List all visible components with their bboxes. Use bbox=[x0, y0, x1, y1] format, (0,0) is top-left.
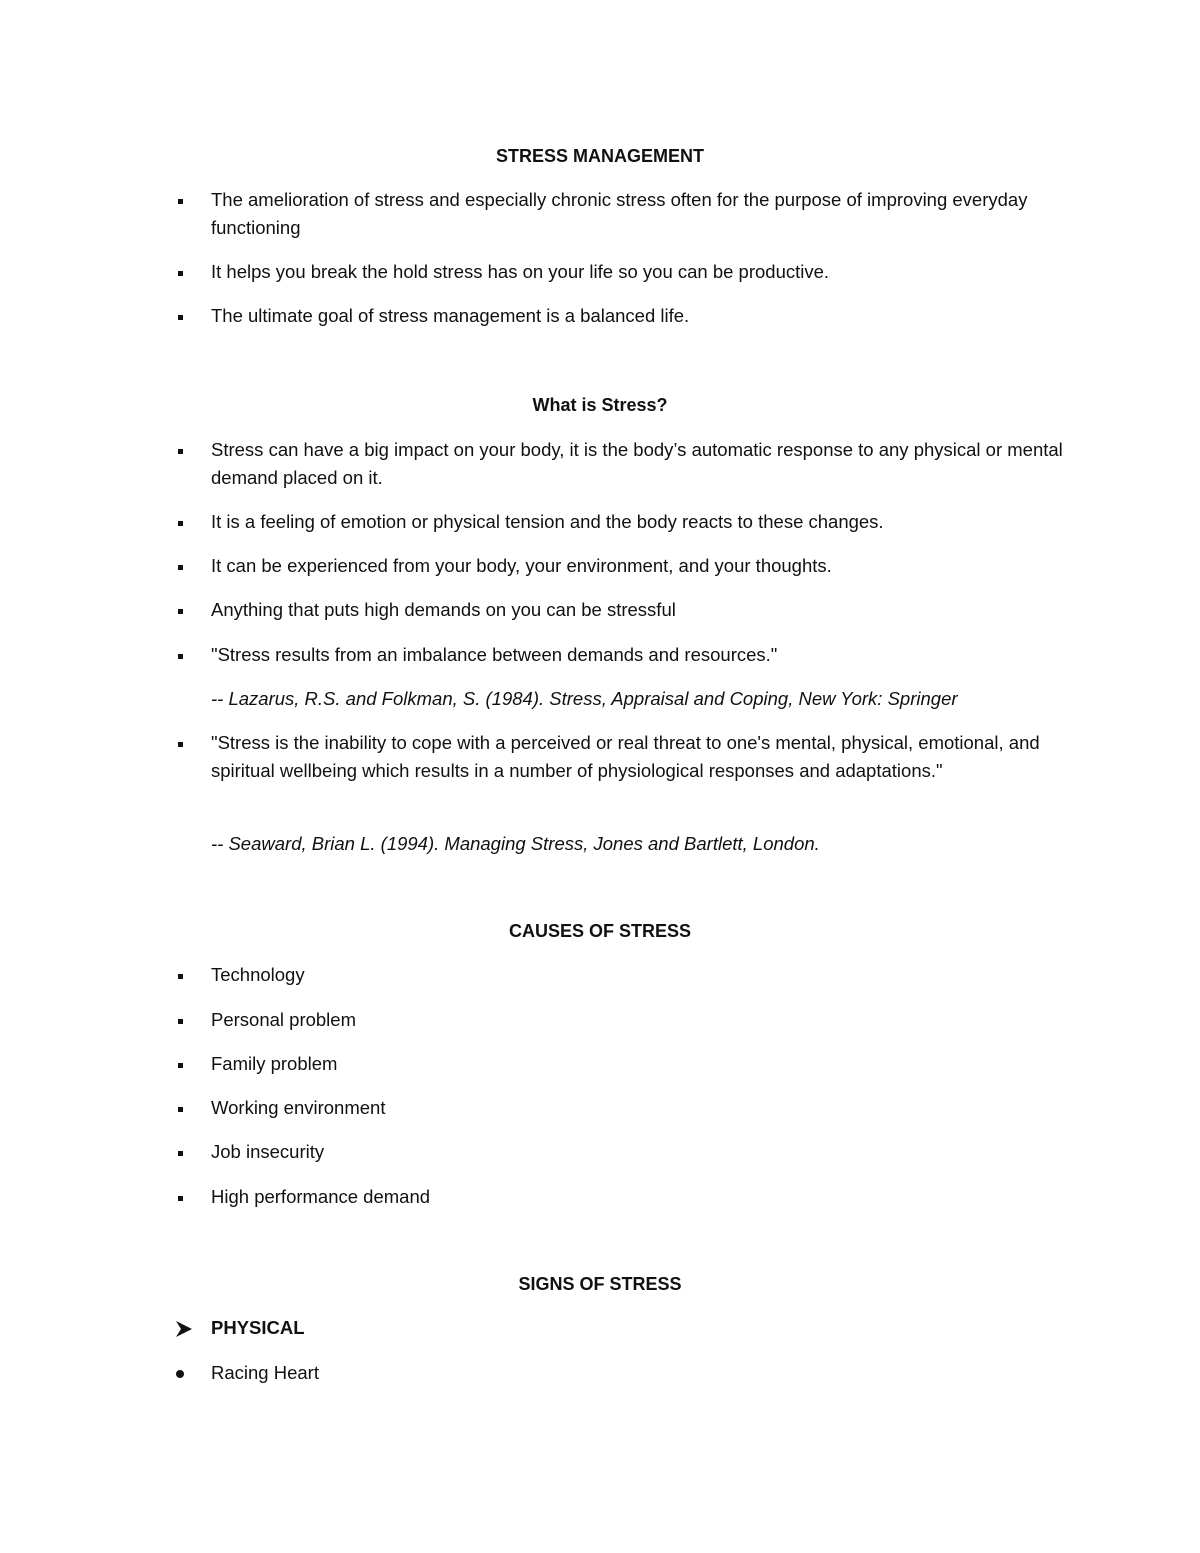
square-bullet-icon bbox=[176, 306, 190, 326]
square-bullet-icon bbox=[176, 512, 190, 532]
section-title-what-is-stress: What is Stress? bbox=[532, 395, 668, 415]
list-item: Anything that puts high demands on you can be stressful bbox=[211, 599, 676, 620]
list-item: It is a feeling of emotion or physical tension and the body reacts to these changes. bbox=[211, 511, 884, 532]
square-bullet-icon bbox=[176, 965, 190, 985]
citation-lazarus: -- Lazarus, R.S. and Folkman, S. (1984). Stress, Appraisal and Coping, New York: Springer bbox=[211, 688, 958, 709]
list-item: Technology bbox=[211, 964, 305, 985]
square-bullet-icon bbox=[176, 190, 190, 210]
square-bullet-icon bbox=[176, 556, 190, 576]
list-item: Family problem bbox=[211, 1053, 338, 1074]
square-bullet-icon bbox=[176, 1142, 190, 1162]
section-title-signs: SIGNS OF STRESS bbox=[518, 1274, 682, 1294]
round-bullet-icon bbox=[176, 1363, 190, 1383]
section-title-causes: CAUSES OF STRESS bbox=[508, 921, 692, 941]
list-item: It can be experienced from your body, your environment, and your thoughts. bbox=[211, 555, 832, 576]
square-bullet-icon bbox=[176, 645, 190, 665]
square-bullet-icon bbox=[176, 600, 190, 620]
list-item: Stress can have a big impact on your body, it is the body’s automatic response to any physical or mental demand placed on it. bbox=[211, 439, 1063, 488]
list-item: Personal problem bbox=[211, 1009, 356, 1030]
list-item-quote: "Stress results from an imbalance between demands and resources." bbox=[211, 644, 778, 665]
square-bullet-icon bbox=[176, 1010, 190, 1030]
list-item: Working environment bbox=[211, 1097, 386, 1118]
list-item-quote: "Stress is the inability to cope with a perceived or real threat to one's mental, physical, emotional, and spiritual wellbeing which results in a number of physiological responses and adaptations." bbox=[211, 732, 1040, 781]
list-item: The amelioration of stress and especially chronic stress often for the purpose of improving everyday functioning bbox=[211, 189, 1028, 238]
list-item: Racing Heart bbox=[211, 1362, 319, 1383]
square-bullet-icon bbox=[176, 1187, 190, 1207]
list-item: It helps you break the hold stress has on your life so you can be productive. bbox=[211, 261, 830, 282]
section-title-stress-management: STRESS MANAGEMENT bbox=[495, 146, 704, 166]
subheading-physical: PHYSICAL bbox=[211, 1317, 305, 1338]
square-bullet-icon bbox=[176, 1098, 190, 1118]
square-bullet-icon bbox=[176, 262, 190, 282]
list-item: Job insecurity bbox=[211, 1141, 325, 1162]
list-item: The ultimate goal of stress management is a balanced life. bbox=[211, 305, 690, 326]
list-item: High performance demand bbox=[211, 1186, 431, 1207]
arrowhead-bullet-icon bbox=[176, 1318, 190, 1338]
citation-seaward: -- Seaward, Brian L. (1994). Managing Stress, Jones and Bartlett, London. bbox=[211, 833, 820, 854]
square-bullet-icon bbox=[176, 1054, 190, 1074]
square-bullet-icon bbox=[176, 733, 190, 753]
square-bullet-icon bbox=[176, 440, 190, 460]
